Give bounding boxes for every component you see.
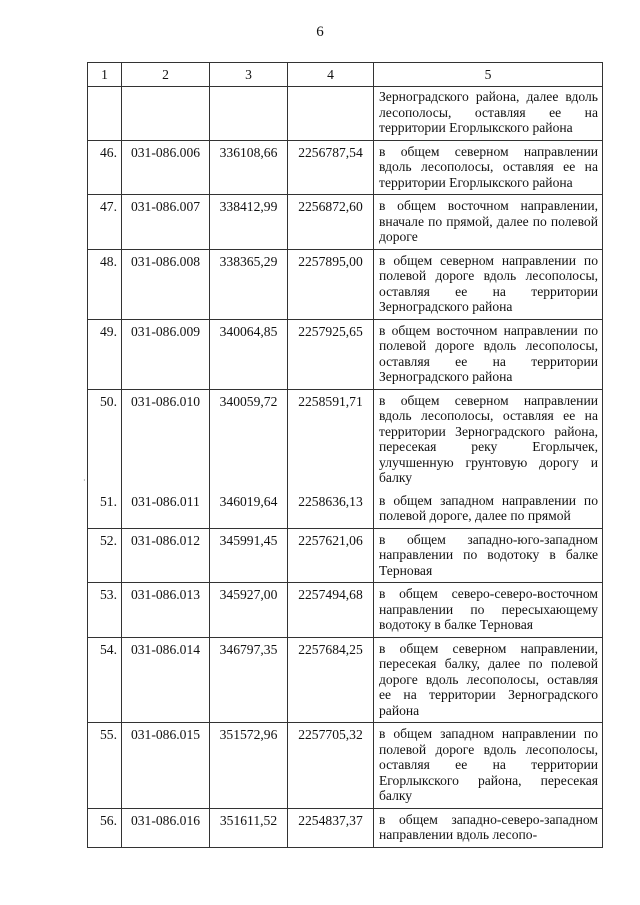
point-code: 031-086.009 bbox=[122, 319, 210, 389]
row-number: 50. bbox=[88, 389, 122, 490]
row-number: 49. bbox=[88, 319, 122, 389]
column-header-1: 1 bbox=[88, 63, 122, 87]
boundary-description: в общем северо-северо-восточном направлении по пересыхающему водотоку в балке Терновая bbox=[374, 583, 603, 638]
boundary-description: в общем западном направлении по полевой дороге вдоль лесополосы, оставляя ее на территории Егорлыкского района, пересекая балку bbox=[374, 723, 603, 809]
table-row bbox=[88, 490, 603, 529]
table-row bbox=[88, 808, 603, 847]
boundary-description: в общем восточном направлении по полевой дороге вдоль лесополосы, оставляя ее на территории Зерноградского района bbox=[374, 319, 603, 389]
point-code: 031-086.015 bbox=[122, 723, 210, 809]
coordinate-y: 2257494,68 bbox=[288, 583, 374, 638]
coordinate-x: 340064,85 bbox=[210, 319, 288, 389]
coordinate-x: 351611,52 bbox=[210, 808, 288, 847]
point-code: 031-086.016 bbox=[122, 808, 210, 847]
column-header-5: 5 bbox=[374, 63, 603, 87]
coordinate-x: 338412,99 bbox=[210, 195, 288, 250]
table-row bbox=[88, 528, 603, 583]
point-code: 031-086.012 bbox=[122, 528, 210, 583]
table-row bbox=[88, 637, 603, 723]
point-code: 031-086.008 bbox=[122, 249, 210, 319]
continuation-description: Зерноградского района, далее вдоль лесополосы, оставляя ее на территории Егорлыкского района bbox=[374, 87, 603, 141]
table-header-row bbox=[88, 63, 603, 87]
row-number: 48. bbox=[88, 249, 122, 319]
row-number: 46. bbox=[88, 140, 122, 195]
continuation-row bbox=[88, 87, 603, 141]
coordinate-y: 2258591,71 bbox=[288, 389, 374, 490]
coordinate-x: 338365,29 bbox=[210, 249, 288, 319]
row-number: 52. bbox=[88, 528, 122, 583]
coordinate-y: 2256787,54 bbox=[288, 140, 374, 195]
boundary-description: в общем северном направлении, пересекая балку, далее по полевой дороге вдоль лесополосы, оставляя ее на территории Зерноградского района bbox=[374, 637, 603, 723]
coordinate-x: 345927,00 bbox=[210, 583, 288, 638]
coordinate-x: 336108,66 bbox=[210, 140, 288, 195]
boundary-points-table bbox=[87, 62, 603, 848]
point-code: 031-086.006 bbox=[122, 140, 210, 195]
boundary-description: в общем северном направлении вдоль лесополосы, оставляя ее на территории Зерноградского района, пересекая реку Егорлычек, улучшенную грунтовую дорогу и балку bbox=[374, 389, 603, 490]
row-number: 51. bbox=[88, 490, 122, 529]
coordinate-x: 340059,72 bbox=[210, 389, 288, 490]
boundary-description: в общем северном направлении по полевой дороге вдоль лесополосы, оставляя ее на территории Зерноградского района bbox=[374, 249, 603, 319]
coordinate-y: 2256872,60 bbox=[288, 195, 374, 250]
boundary-description: в общем восточном направлении, вначале по прямой, далее по полевой дороге bbox=[374, 195, 603, 250]
column-header-4: 4 bbox=[288, 63, 374, 87]
column-header-2: 2 bbox=[122, 63, 210, 87]
page-number: 6 bbox=[316, 24, 324, 40]
point-code: 031-086.010 bbox=[122, 389, 210, 490]
coordinate-y: 2257925,65 bbox=[288, 319, 374, 389]
table-row bbox=[88, 195, 603, 250]
table-row bbox=[88, 583, 603, 638]
row-number: 54. bbox=[88, 637, 122, 723]
coordinate-y: 2258636,13 bbox=[288, 490, 374, 529]
scan-artifact-mark: · bbox=[83, 476, 86, 485]
coordinate-y: 2254837,37 bbox=[288, 808, 374, 847]
coordinate-y: 2257621,06 bbox=[288, 528, 374, 583]
point-code: 031-086.007 bbox=[122, 195, 210, 250]
table-row bbox=[88, 249, 603, 319]
coordinate-x: 345991,45 bbox=[210, 528, 288, 583]
table-row bbox=[88, 140, 603, 195]
table-row bbox=[88, 389, 603, 490]
table-row bbox=[88, 319, 603, 389]
column-header-3: 3 bbox=[210, 63, 288, 87]
row-number: 56. bbox=[88, 808, 122, 847]
point-code: 031-086.011 bbox=[122, 490, 210, 529]
coordinate-x: 346019,64 bbox=[210, 490, 288, 529]
coordinate-y: 2257895,00 bbox=[288, 249, 374, 319]
coordinate-y: 2257705,32 bbox=[288, 723, 374, 809]
coordinate-y: 2257684,25 bbox=[288, 637, 374, 723]
point-code: 031-086.013 bbox=[122, 583, 210, 638]
coordinate-x: 346797,35 bbox=[210, 637, 288, 723]
boundary-description: в общем западно-северо-западном направлении вдоль лесопо- bbox=[374, 808, 603, 847]
point-code: 031-086.014 bbox=[122, 637, 210, 723]
boundary-description: в общем западном направлении по полевой дороге, далее по прямой bbox=[374, 490, 603, 529]
coordinate-x: 351572,96 bbox=[210, 723, 288, 809]
row-number: 47. bbox=[88, 195, 122, 250]
boundary-description: в общем северном направлении вдоль лесополосы, оставляя ее на территории Егорлыкского района bbox=[374, 140, 603, 195]
boundary-description: в общем западно-юго-западном направлении по водотоку в балке Терновая bbox=[374, 528, 603, 583]
row-number: 55. bbox=[88, 723, 122, 809]
table-row bbox=[88, 723, 603, 809]
row-number: 53. bbox=[88, 583, 122, 638]
